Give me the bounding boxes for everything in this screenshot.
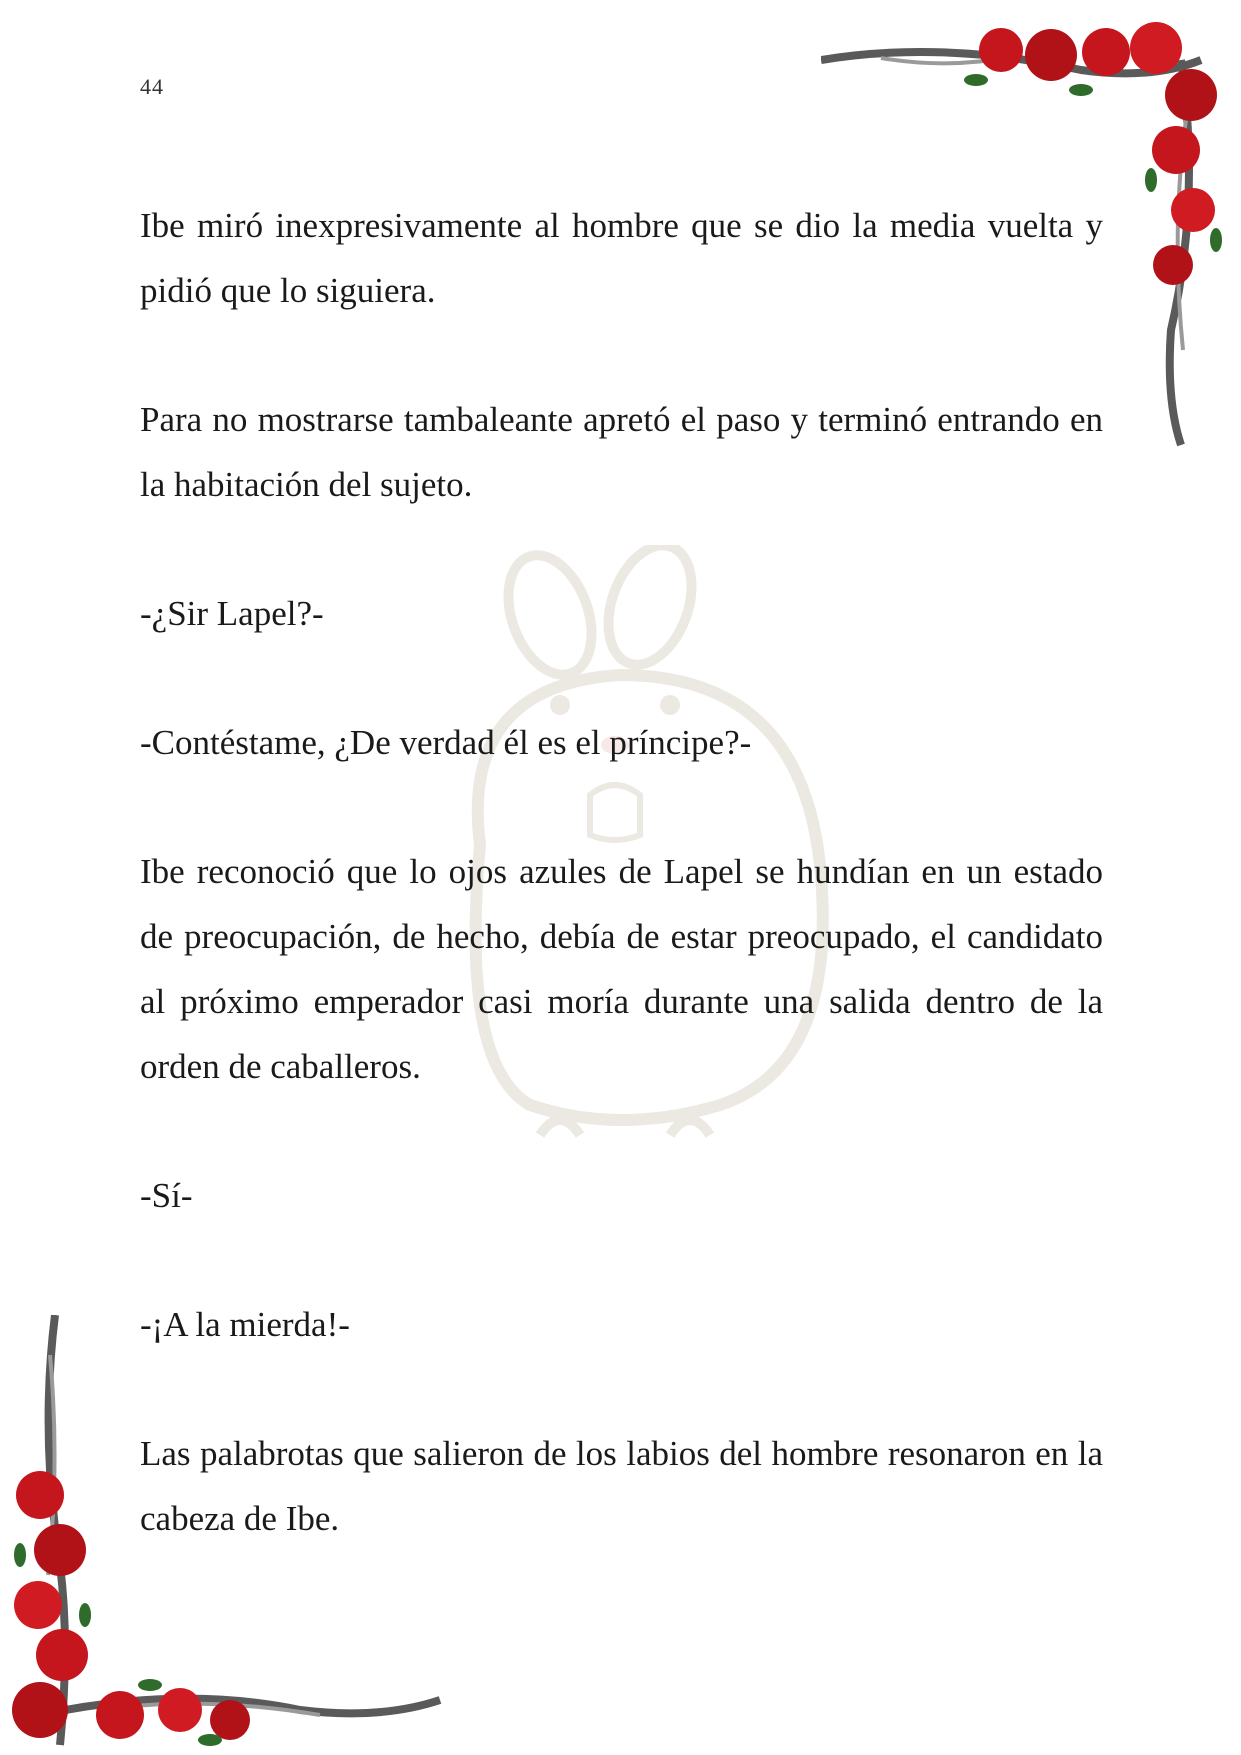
dialogue-line: -¿Sir Lapel?- — [140, 594, 324, 633]
paragraph: Las palabrotas que salieron de los labios del hombre resonaron en la cabeza de Ibe. — [140, 1434, 1103, 1538]
paragraph: Ibe miró inexpresivamente al hombre que se dio la media vuelta y pidió que lo siguiera. — [140, 206, 1103, 310]
dialogue-line: -Sí- — [140, 1176, 193, 1215]
paragraph: Para no mostrarse tambaleante apretó el paso y terminó entrando en la habitación del sujeto. — [140, 400, 1103, 504]
story-text — [140, 193, 1103, 1615]
dialogue-line: -¡A la mierda!- — [140, 1305, 350, 1344]
paragraph: Ibe reconoció que lo ojos azules de Lapel se hundían en un estado de preocupación, de hecho, debía de estar preocupado, el candidato al próximo emperador casi moría durante una salida dentro de la orden de caballeros. — [140, 852, 1103, 1086]
page-number: 44 — [140, 74, 164, 99]
dialogue-line: -Contéstame, ¿De verdad él es el príncipe?- — [140, 723, 752, 762]
